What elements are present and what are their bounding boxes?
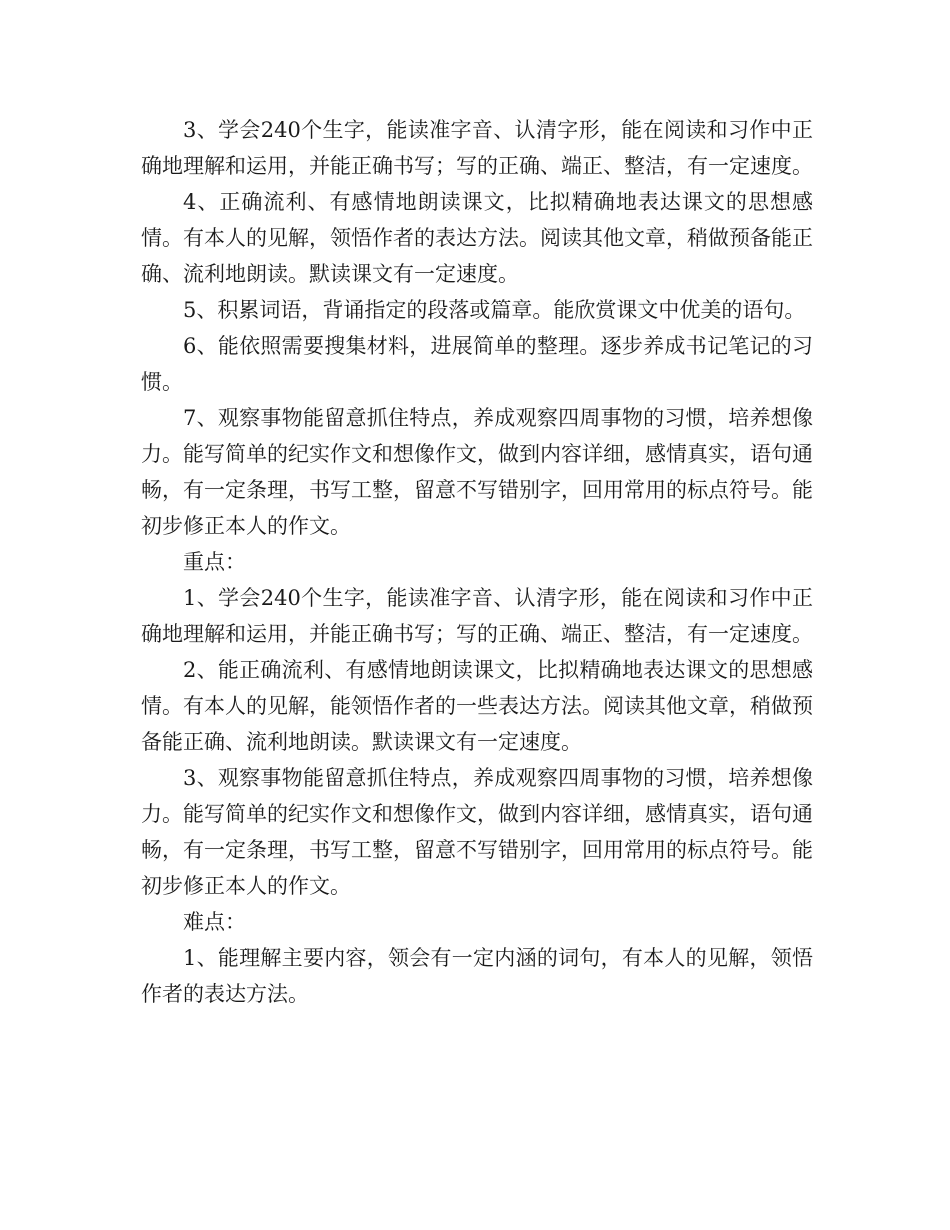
paragraph-key-point-1: 1、学会240个生字，能读准字音、认清字形，能在阅读和习作中正确地理解和运用，并能正确书写；写的正确、端正、整洁，有一定速度。: [141, 586, 813, 646]
paragraph-goal-4: 4、正确流利、有感情地朗读课文，比拟精确地表达课文的思想感情。有本人的见解，领悟作者的表达方法。阅读其他文章，稍做预备能正确、流利地朗读。默读课文有一定速度。: [141, 190, 813, 286]
paragraph-key-point-2: 2、能正确流利、有感情地朗读课文，比拟精确地表达课文的思想感情。有本人的见解，能领悟作者的一些表达方法。阅读其他文章，稍做预备能正确、流利地朗读。默读课文有一定速度。: [141, 658, 813, 754]
paragraph-difficult-point-1: 1、能理解主要内容，领会有一定内涵的词句，有本人的见解，领悟作者的表达方法。: [141, 946, 813, 1006]
paragraph-goal-6: 6、能依照需要搜集材料，进展简单的整理。逐步养成书记笔记的习惯。: [141, 334, 813, 394]
paragraph-goal-5: 5、积累词语，背诵指定的段落或篇章。能欣赏课文中优美的语句。: [183, 298, 806, 322]
heading-key-points: 重点：: [183, 550, 246, 574]
heading-difficult-points: 难点：: [183, 910, 246, 934]
document-body: [141, 112, 813, 1012]
paragraph-key-point-3: 3、观察事物能留意抓住特点，养成观察四周事物的习惯，培养想像力。能写简单的纪实作文和想像作文，做到内容详细，感情真实，语句通畅，有一定条理，书写工整，留意不写错别字，回用常用的标点符号。能初步修正本人的作文。: [141, 766, 813, 898]
paragraph-goal-7: 7、观察事物能留意抓住特点，养成观察四周事物的习惯，培养想像力。能写简单的纪实作文和想像作文，做到内容详细，感情真实，语句通畅，有一定条理，书写工整，留意不写错别字，回用常用的标点符号。能初步修正本人的作文。: [141, 406, 813, 538]
paragraph-goal-3: 3、学会240个生字，能读准字音、认清字形，能在阅读和习作中正确地理解和运用，并能正确书写；写的正确、端正、整洁，有一定速度。: [141, 118, 813, 178]
